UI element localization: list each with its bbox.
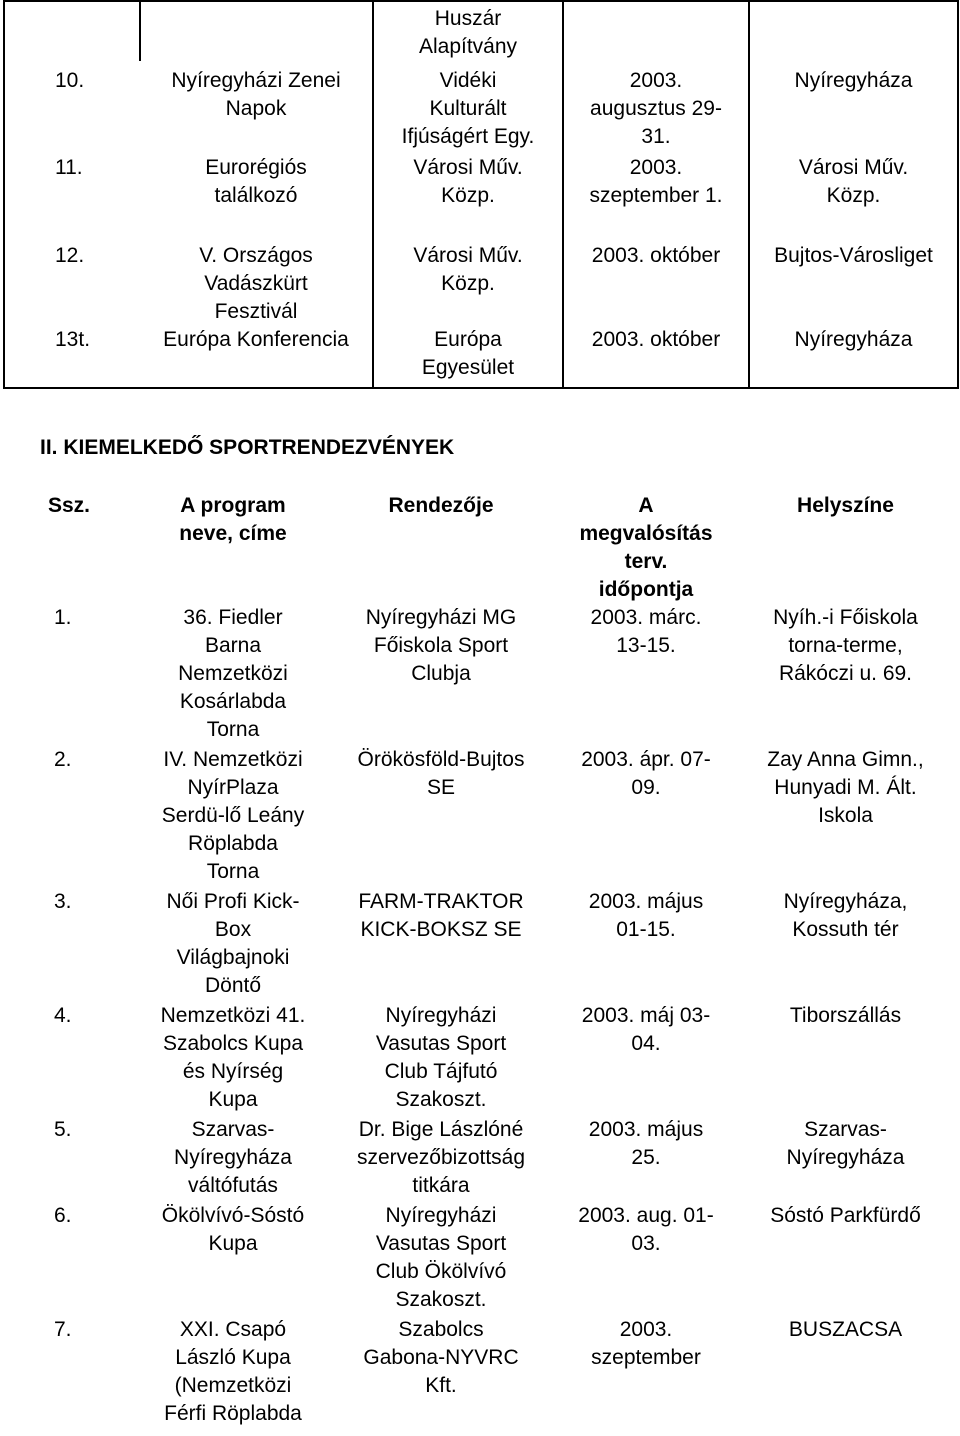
cultural-events-table: [3, 0, 959, 389]
table-row: [38, 1316, 948, 1430]
event-date: 2003. szeptember 1.: [563, 151, 749, 239]
event-date: 2003. ápr. 07- 09.: [581, 748, 711, 799]
event-place: Nyíregyháza: [794, 328, 913, 351]
program-name: Női Profi Kick- Box Világbajnoki Döntő: [166, 890, 300, 997]
sport-events-table: [38, 492, 948, 1430]
table-row: [38, 888, 948, 1002]
program-name: XXI. Csapó László Kupa (Nemzetközi Férfi Röplabda: [164, 1318, 302, 1425]
event-date: 2003. márc. 13-15.: [590, 606, 702, 657]
event-date: 2003. október: [563, 239, 749, 326]
table-row: [38, 604, 948, 746]
table-row: [38, 1116, 948, 1202]
organizer: Nyíregyházi Vasutas Sport Club Ökölvívó Szakoszt.: [375, 1204, 507, 1311]
organizer: Városi Műv. Közp.: [373, 151, 563, 239]
table-row: [4, 151, 958, 239]
row-number: 1.: [54, 606, 72, 629]
event-place: Városi Műv. Közp.: [798, 156, 909, 207]
event-date: 2003. október: [563, 326, 749, 388]
event-place: Zay Anna Gimn., Hunyadi M. Ált. Iskola: [767, 748, 924, 827]
header-organizer: Rendezője: [388, 494, 494, 517]
organizer: Európa Egyesület: [373, 326, 563, 388]
header-number: Ssz.: [48, 494, 91, 517]
event-date: 2003. augusztus 29- 31.: [563, 61, 749, 151]
program-name: Szarvas- Nyíregyháza váltófutás: [174, 1118, 292, 1197]
program-name: IV. Nemzetközi NyírPlaza Serdü-lő Leány Röplabda Torna: [161, 748, 305, 883]
event-place: Bujtos-Városliget: [774, 244, 933, 267]
row-number: 6.: [54, 1204, 72, 1227]
table-row: [38, 1202, 948, 1316]
event-date: [563, 1, 749, 61]
section-title: II. KIEMELKEDŐ SPORTRENDEZVÉNYEK: [40, 436, 455, 459]
table-row: [38, 1002, 948, 1116]
event-date: 2003. május 01-15.: [588, 890, 704, 941]
program-name: Ökölvívó-Sóstó Kupa: [161, 1204, 305, 1255]
event-place: Tiborszállás: [789, 1004, 902, 1027]
event-place: Nyíh.-i Főiskola torna-terme, Rákóczi u. 69.: [773, 606, 918, 685]
organizer: Vidéki Kulturált Ifjúságért Egy.: [373, 61, 563, 151]
event-place: Sóstó Parkfürdő: [770, 1204, 921, 1227]
row-number: 2.: [54, 748, 72, 771]
program-name: Nyíregyházi Zenei Napok: [171, 69, 341, 120]
row-number: 3.: [54, 890, 72, 913]
header-program-name: A program neve, címe: [179, 494, 287, 545]
event-place: [749, 1, 958, 61]
table-header-row: [38, 492, 948, 604]
event-place: Szarvas- Nyíregyháza: [786, 1118, 905, 1169]
table-row: [4, 1, 958, 61]
program-name: [140, 1, 373, 61]
table-row: [38, 746, 948, 888]
row-number: 10.: [55, 69, 85, 92]
table-row: [4, 61, 958, 151]
event-date: 2003. május 25.: [588, 1118, 704, 1169]
row-number: 13t.: [55, 328, 91, 351]
organizer: Nyíregyházi Vasutas Sport Club Tájfutó Szakoszt.: [375, 1004, 507, 1111]
organizer: Dr. Bige Lászlóné szervezőbizottság titkára: [356, 1118, 526, 1197]
row-number: 5.: [54, 1118, 72, 1141]
program-name: Nemzetközi 41. Szabolcs Kupa és Nyírség Kupa: [160, 1004, 306, 1111]
program-name: 36. Fiedler Barna Nemzetközi Kosárlabda Torna: [178, 606, 288, 741]
organizer: Szabolcs Gabona-NYVRC Kft.: [363, 1318, 519, 1397]
event-date: 2003. szeptember: [591, 1318, 701, 1369]
event-place: BUSZACSA: [788, 1318, 903, 1341]
event-place: Nyíregyháza: [794, 69, 913, 92]
organizer: Huszár Alapítvány: [373, 1, 563, 61]
header-venue: Helyszíne: [797, 494, 894, 517]
event-place: Nyíregyháza, Kossuth tér: [783, 890, 908, 941]
row-number: [4, 1, 140, 61]
program-name: Eurorégiós találkozó: [205, 156, 307, 207]
row-number: 11.: [55, 156, 83, 179]
organizer: Nyíregyházi MG Főiskola Sport Clubja: [365, 606, 517, 685]
organizer: FARM-TRAKTOR KICK-BOKSZ SE: [358, 890, 524, 941]
row-number: 12.: [55, 244, 85, 267]
event-date: 2003. aug. 01- 03.: [578, 1204, 714, 1255]
event-date: 2003. máj 03- 04.: [581, 1004, 711, 1055]
organizer: Városi Műv. Közp.: [373, 239, 563, 326]
program-name: V. Országos Vadászkürt Fesztivál: [199, 244, 313, 323]
organizer: Örökösföld-Bujtos SE: [357, 748, 525, 799]
row-number: 4.: [54, 1004, 72, 1027]
row-number: 7.: [54, 1318, 72, 1341]
table-row: [4, 239, 958, 326]
table-row: [4, 326, 958, 388]
header-planned-date: A megvalósítás terv. időpontja: [579, 494, 713, 601]
program-name: Európa Konferencia: [163, 328, 349, 351]
